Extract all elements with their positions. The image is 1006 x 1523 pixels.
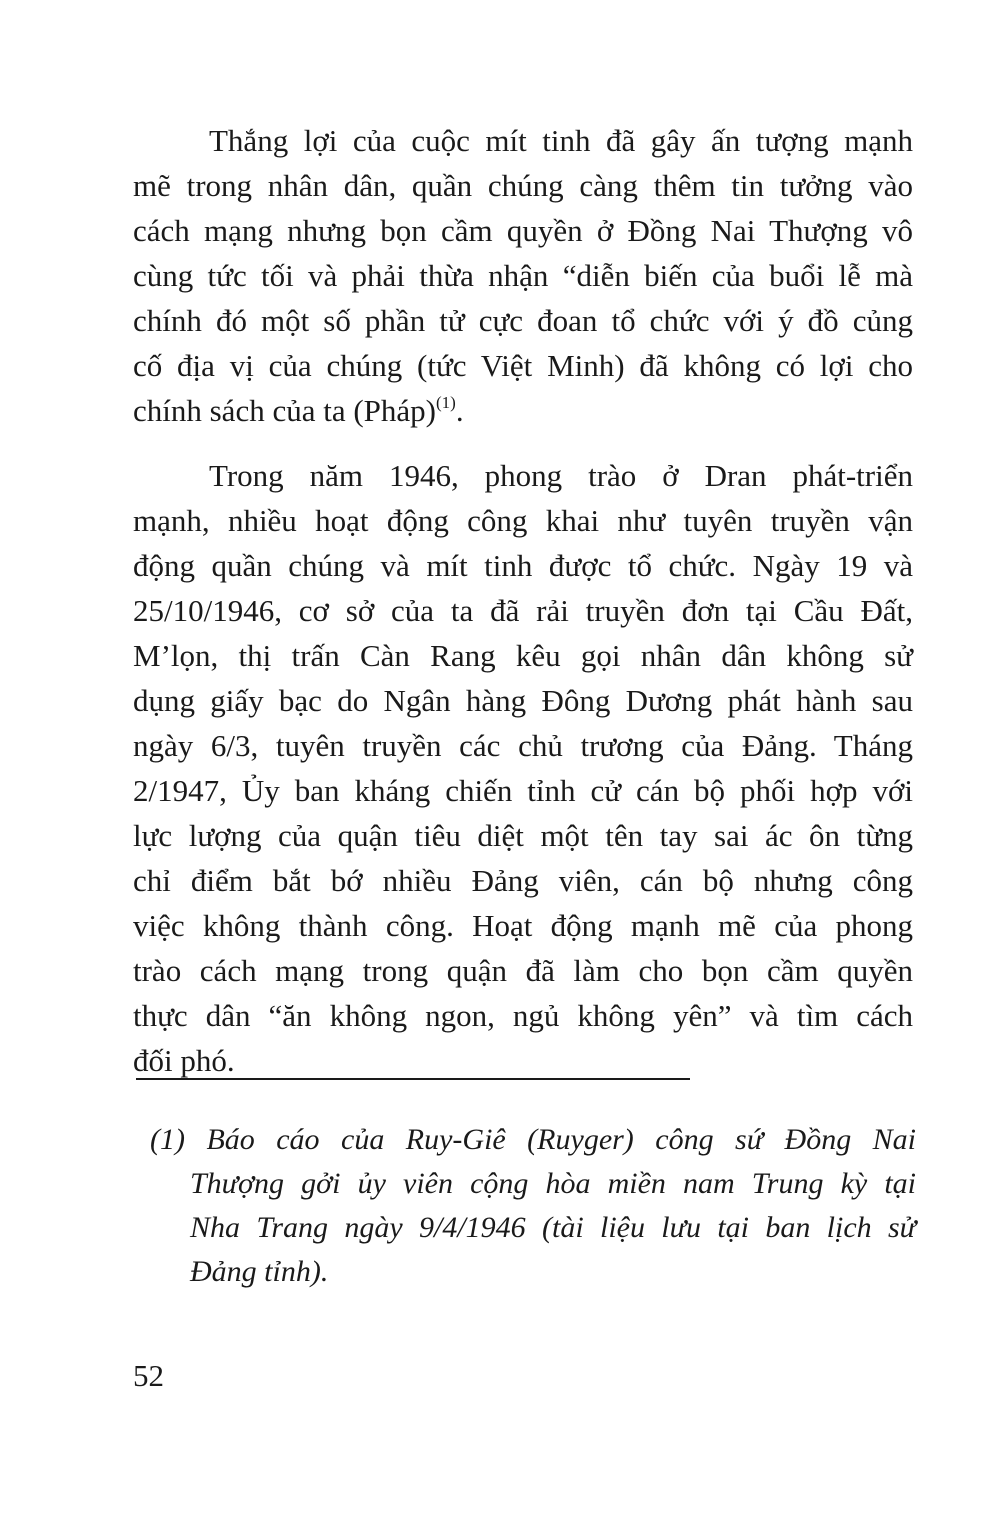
text-line-last xyxy=(133,388,913,433)
text-line: động quần chúng và mít tinh được tổ chức. Ngày 19 và xyxy=(133,548,913,583)
footnote-line: Đảng tỉnh). xyxy=(190,1255,329,1288)
text-line: M’lọn, thị trấn Càn Rang kêu gọi nhân dân không sử xyxy=(133,638,913,673)
text-line: thực dân “ăn không ngon, ngủ không yên” và tìm cách xyxy=(133,998,913,1033)
paragraph-2 xyxy=(133,453,913,1083)
paragraph-1 xyxy=(133,118,913,433)
text-line: lực lượng của quận tiêu diệt một tên tay sai ác ôn từng xyxy=(133,818,913,853)
footnote-separator xyxy=(136,1078,690,1080)
text-line: mẽ trong nhân dân, quần chúng càng thêm tin tưởng vào xyxy=(133,168,913,203)
text-line: cùng tức tối và phải thừa nhận “diễn biến của buổi lễ mà xyxy=(133,258,913,293)
footnote-line: (1) Báo cáo của Ruy-Giê (Ruyger) công sứ Đồng Nai xyxy=(150,1123,916,1156)
footnote-line: Nha Trang ngày 9/4/1946 (tài liệu lưu tại ban lịch sử xyxy=(190,1211,916,1244)
text-line: 2/1947, Ủy ban kháng chiến tỉnh cử cán bộ phối hợp với xyxy=(133,773,913,808)
text-line: mạnh, nhiều hoạt động công khai như tuyên truyền vận xyxy=(133,503,913,538)
sentence-end: . xyxy=(455,393,464,428)
text-line: dụng giấy bạc do Ngân hàng Đông Dương phát hành sau xyxy=(133,683,913,718)
footnote-line: Thượng gởi ủy viên cộng hòa miền nam Trung kỳ tại xyxy=(190,1167,916,1200)
footnote xyxy=(150,1118,916,1294)
body-text xyxy=(133,118,913,1083)
text-line: chỉ điểm bắt bớ nhiều Đảng viên, cán bộ nhưng công xyxy=(133,863,913,898)
text-line: cố địa vị của chúng (tức Việt Minh) đã không có lợi cho xyxy=(133,348,913,383)
text-line: việc không thành công. Hoạt động mạnh mẽ của phong xyxy=(133,908,913,943)
text-line: Thắng lợi của cuộc mít tinh đã gây ấn tượng mạnh xyxy=(209,123,913,158)
text-line: chính đó một số phần tử cực đoan tổ chức với ý đồ củng xyxy=(133,303,913,338)
text-line: đối phó. xyxy=(133,1043,235,1078)
text-line: ngày 6/3, tuyên truyền các chủ trương của Đảng. Tháng xyxy=(133,728,913,763)
text-line: 25/10/1946, cơ sở của ta đã rải truyền đơn tại Cầu Đất, xyxy=(133,593,913,628)
text-line-content: chính sách của ta (Pháp) xyxy=(133,393,436,428)
footnote-reference: (1) xyxy=(436,393,456,412)
page-number: 52 xyxy=(133,1358,164,1393)
text-line: trào cách mạng trong quận đã làm cho bọn cầm quyền xyxy=(133,953,913,988)
text-line: Trong năm 1946, phong trào ở Dran phát-triển xyxy=(209,458,913,493)
text-line: cách mạng nhưng bọn cầm quyền ở Đồng Nai Thượng vô xyxy=(133,213,913,248)
